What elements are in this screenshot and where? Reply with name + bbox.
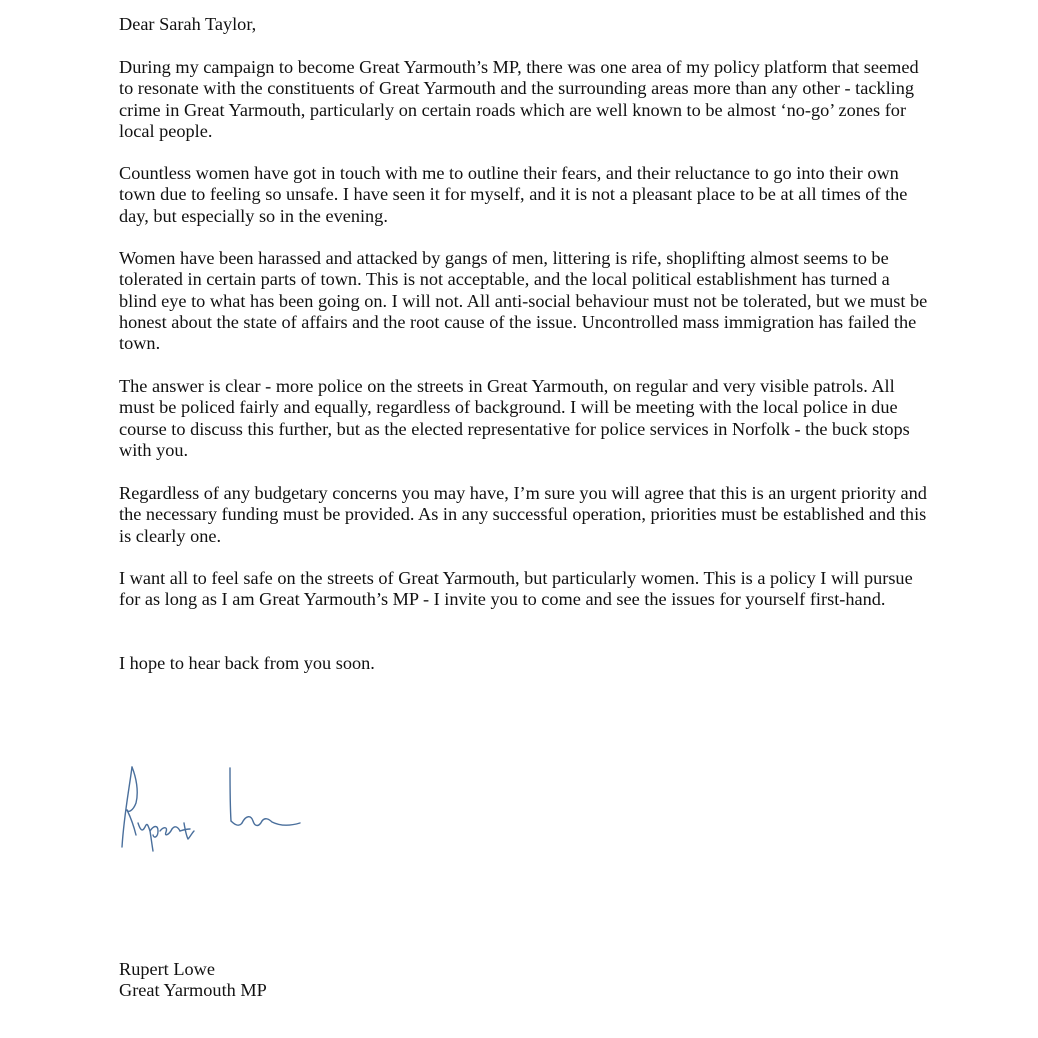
paragraph-funding: Regardless of any budgetary concerns you may have, I’m sure you will agree that this is an urgent priority and the necessary funding must be provided. As in any successful operation, priorities must be established and this is clearly one. — [119, 483, 927, 546]
salutation: Dear Sarah Taylor, — [119, 14, 257, 34]
signer-title: Great Yarmouth MP — [119, 980, 267, 1000]
paragraph-closing: I hope to hear back from you soon. — [119, 653, 375, 673]
signer-name: Rupert Lowe — [119, 959, 215, 979]
paragraph-harassment: Women have been harassed and attacked by gangs of men, littering is rife, shoplifting almost seems to be tolerated in certain parts of town. This is not acceptable, and the local political establishment has turned a blind eye to what has been going on. I will not. All anti-social behaviour must not be tolerated, but we must be honest about the state of affairs and the root cause of the issue. Uncontrolled mass immigration has failed the town. — [119, 248, 928, 354]
paragraph-more-police: The answer is clear - more police on the streets in Great Yarmouth, on regular and very visible patrols. All must be policed fairly and equally, regardless of background. I will be meeting with the local police in due course to discuss this further, but as the elected representative for police services in Norfolk - the buck stops with you. — [119, 376, 910, 460]
paragraph-safety-policy: I want all to feel safe on the streets of Great Yarmouth, but particularly women. This is a policy I will pursue for as long as I am Great Yarmouth’s MP - I invite you to come and see the issues for yourself first-hand. — [119, 568, 913, 610]
handwritten-signature — [112, 755, 312, 865]
paragraph-campaign: During my campaign to become Great Yarmouth’s MP, there was one area of my policy platform that seemed to resonate with the constituents of Great Yarmouth and the surrounding areas more than any other - tackling crime in Great Yarmouth, particularly on certain roads which are well known to be almost ‘no-go’ zones for local people. — [119, 57, 919, 141]
paragraph-womens-fears: Countless women have got in touch with me to outline their fears, and their reluctance to go into their own town due to feeling so unsafe. I have seen it for myself, and it is not a pleasant place to be at all times of the day, but especially so in the evening. — [119, 163, 908, 226]
